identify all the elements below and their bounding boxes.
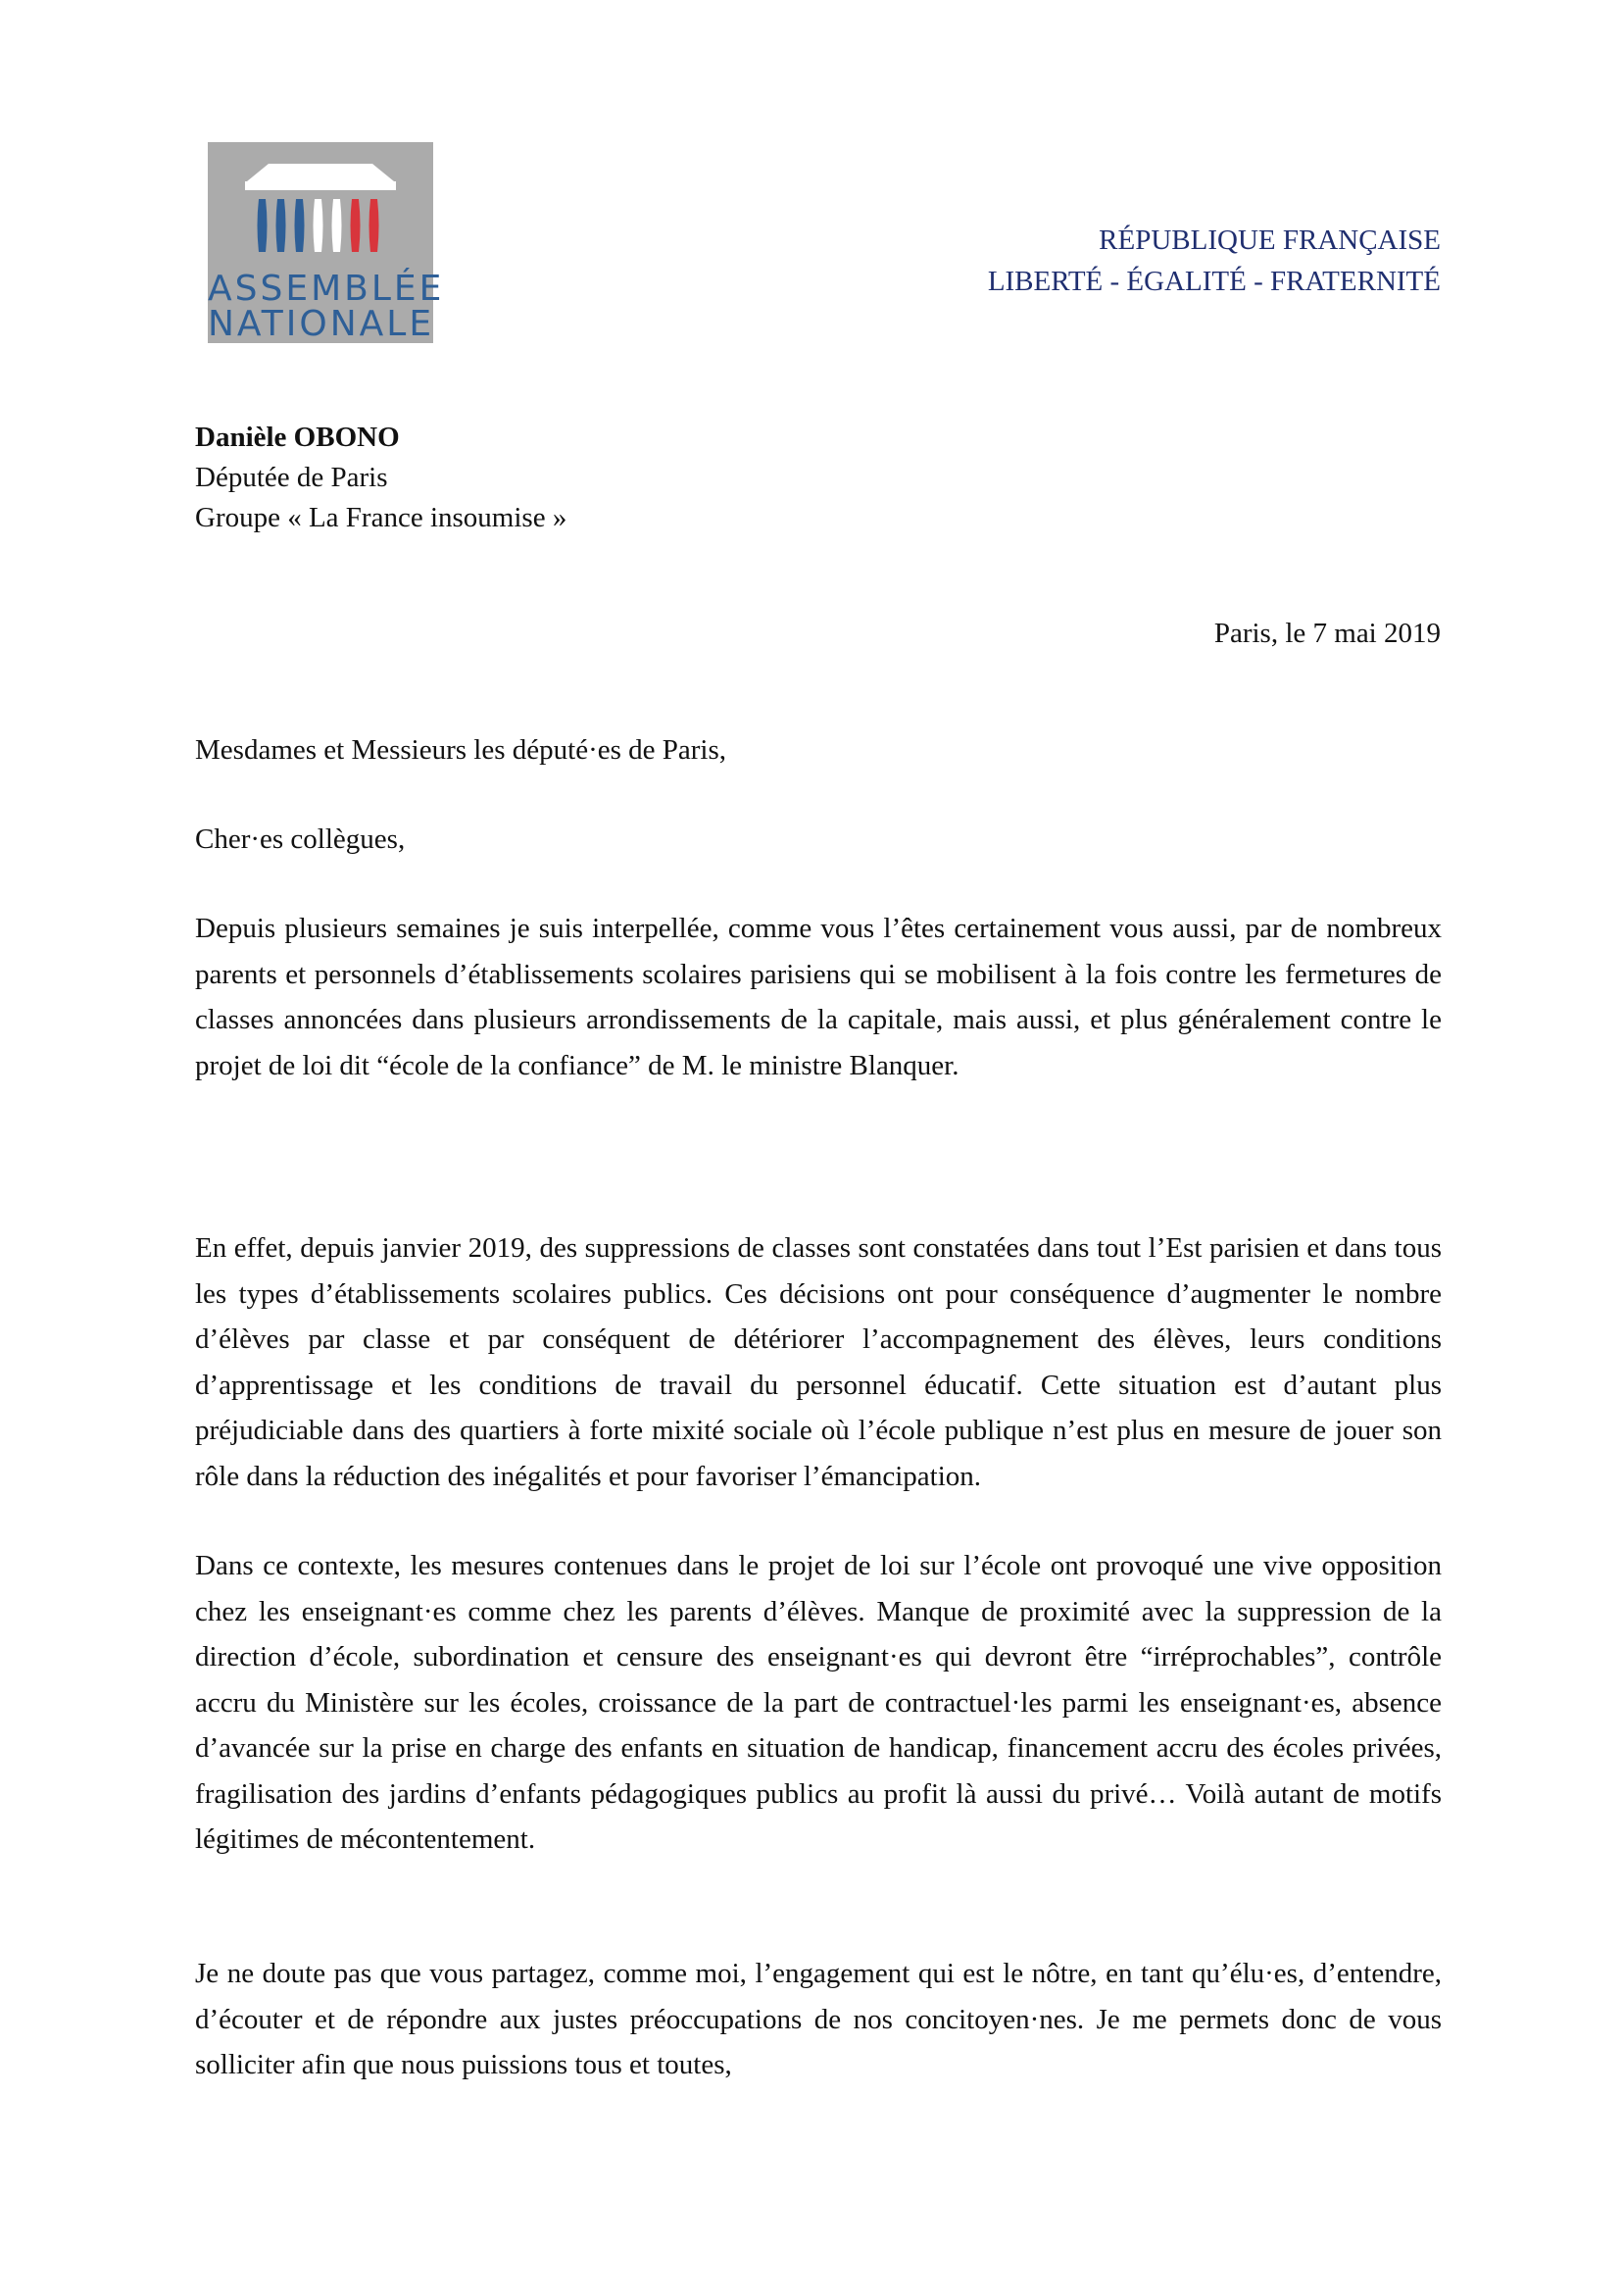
salutation-deputies: Mesdames et Messieurs les député·es de Paris, [195, 734, 727, 766]
republic-motto: LIBERTÉ - ÉGALITÉ - FRATERNITÉ [987, 266, 1441, 297]
assemblee-nationale-colonnade-icon [208, 142, 433, 275]
logo-wordmark-line-1: ASSEMBLÉE [208, 269, 445, 309]
logo-wordmark-line-2: NATIONALE [208, 304, 435, 344]
salutation-colleagues: Cher·es collègues, [195, 824, 406, 855]
body-paragraph: Depuis plusieurs semaines je suis interpellée, comme vous l’êtes certainement vous aussi, par de nombreux parents et personnels d’établissements scolaires parisiens qui se mobilisent à la fois contre les fermetures de classes annoncées dans plusieurs arrondissements de la capitale, mais aussi, et plus généralement contre le projet de loi dit “école de la confiance” de M. le ministre Blanquer. [195, 913, 1442, 1081]
assemblee-nationale-logo [208, 142, 445, 344]
republic-header [988, 220, 1441, 302]
body-paragraph: Je ne doute pas que vous partagez, comme moi, l’engagement qui est le nôtre, en tant qu’élu·es, d’entendre, d’écouter et de répondre aux justes préoccupations de nos concitoyen·nes. Je me permets donc de vous solliciter afin que nous puissions tous et toutes, [195, 1958, 1442, 2080]
letter-date: Paris, le 7 mai 2019 [1213, 618, 1441, 649]
republic-name: RÉPUBLIQUE FRANÇAISE [1099, 225, 1441, 256]
body-paragraph: En effet, depuis janvier 2019, des suppressions de classes sont constatées dans tout l’Est parisien et dans tous les types d’établissements scolaires publics. Ces décisions ont pour conséquence d’augmenter le nombre d’élèves par classe et par conséquent de détériorer l’accompagnement des élèves, leurs conditions d’apprentissage et les conditions de travail du personnel éducatif. Cette situation est d’autant plus préjudiciable dans des quartiers à forte mixité sociale où l’école publique n’est plus en mesure de jouer son rôle dans la réduction des inégalités et pour favoriser l’émancipation. [195, 1232, 1442, 1492]
sender-name: Danièle OBONO [195, 422, 400, 453]
sender-group: Groupe « La France insoumise » [195, 502, 567, 533]
sender-title: Députée de Paris [195, 462, 388, 493]
body-paragraph: Dans ce contexte, les mesures contenues dans le projet de loi sur l’école ont provoqué une vive opposition chez les enseignant·es comme chez les parents d’élèves. Manque de proximité avec la suppression de la direction d’école, subordination et censure des enseignant·es qui devront être “irréprochables”, contrôle accru du Ministère sur les écoles, croissance de la part de contractuel·les parmi les enseignant·es, absence d’avancée sur la prise en charge des enfants en situation de handicap, financement accru des écoles privées, fragilisation des jardins d’enfants pédagogiques publics au profit là aussi du privé… Voilà autant de motifs légitimes de mécontentement. [195, 1550, 1442, 1855]
sender-block [195, 418, 566, 538]
